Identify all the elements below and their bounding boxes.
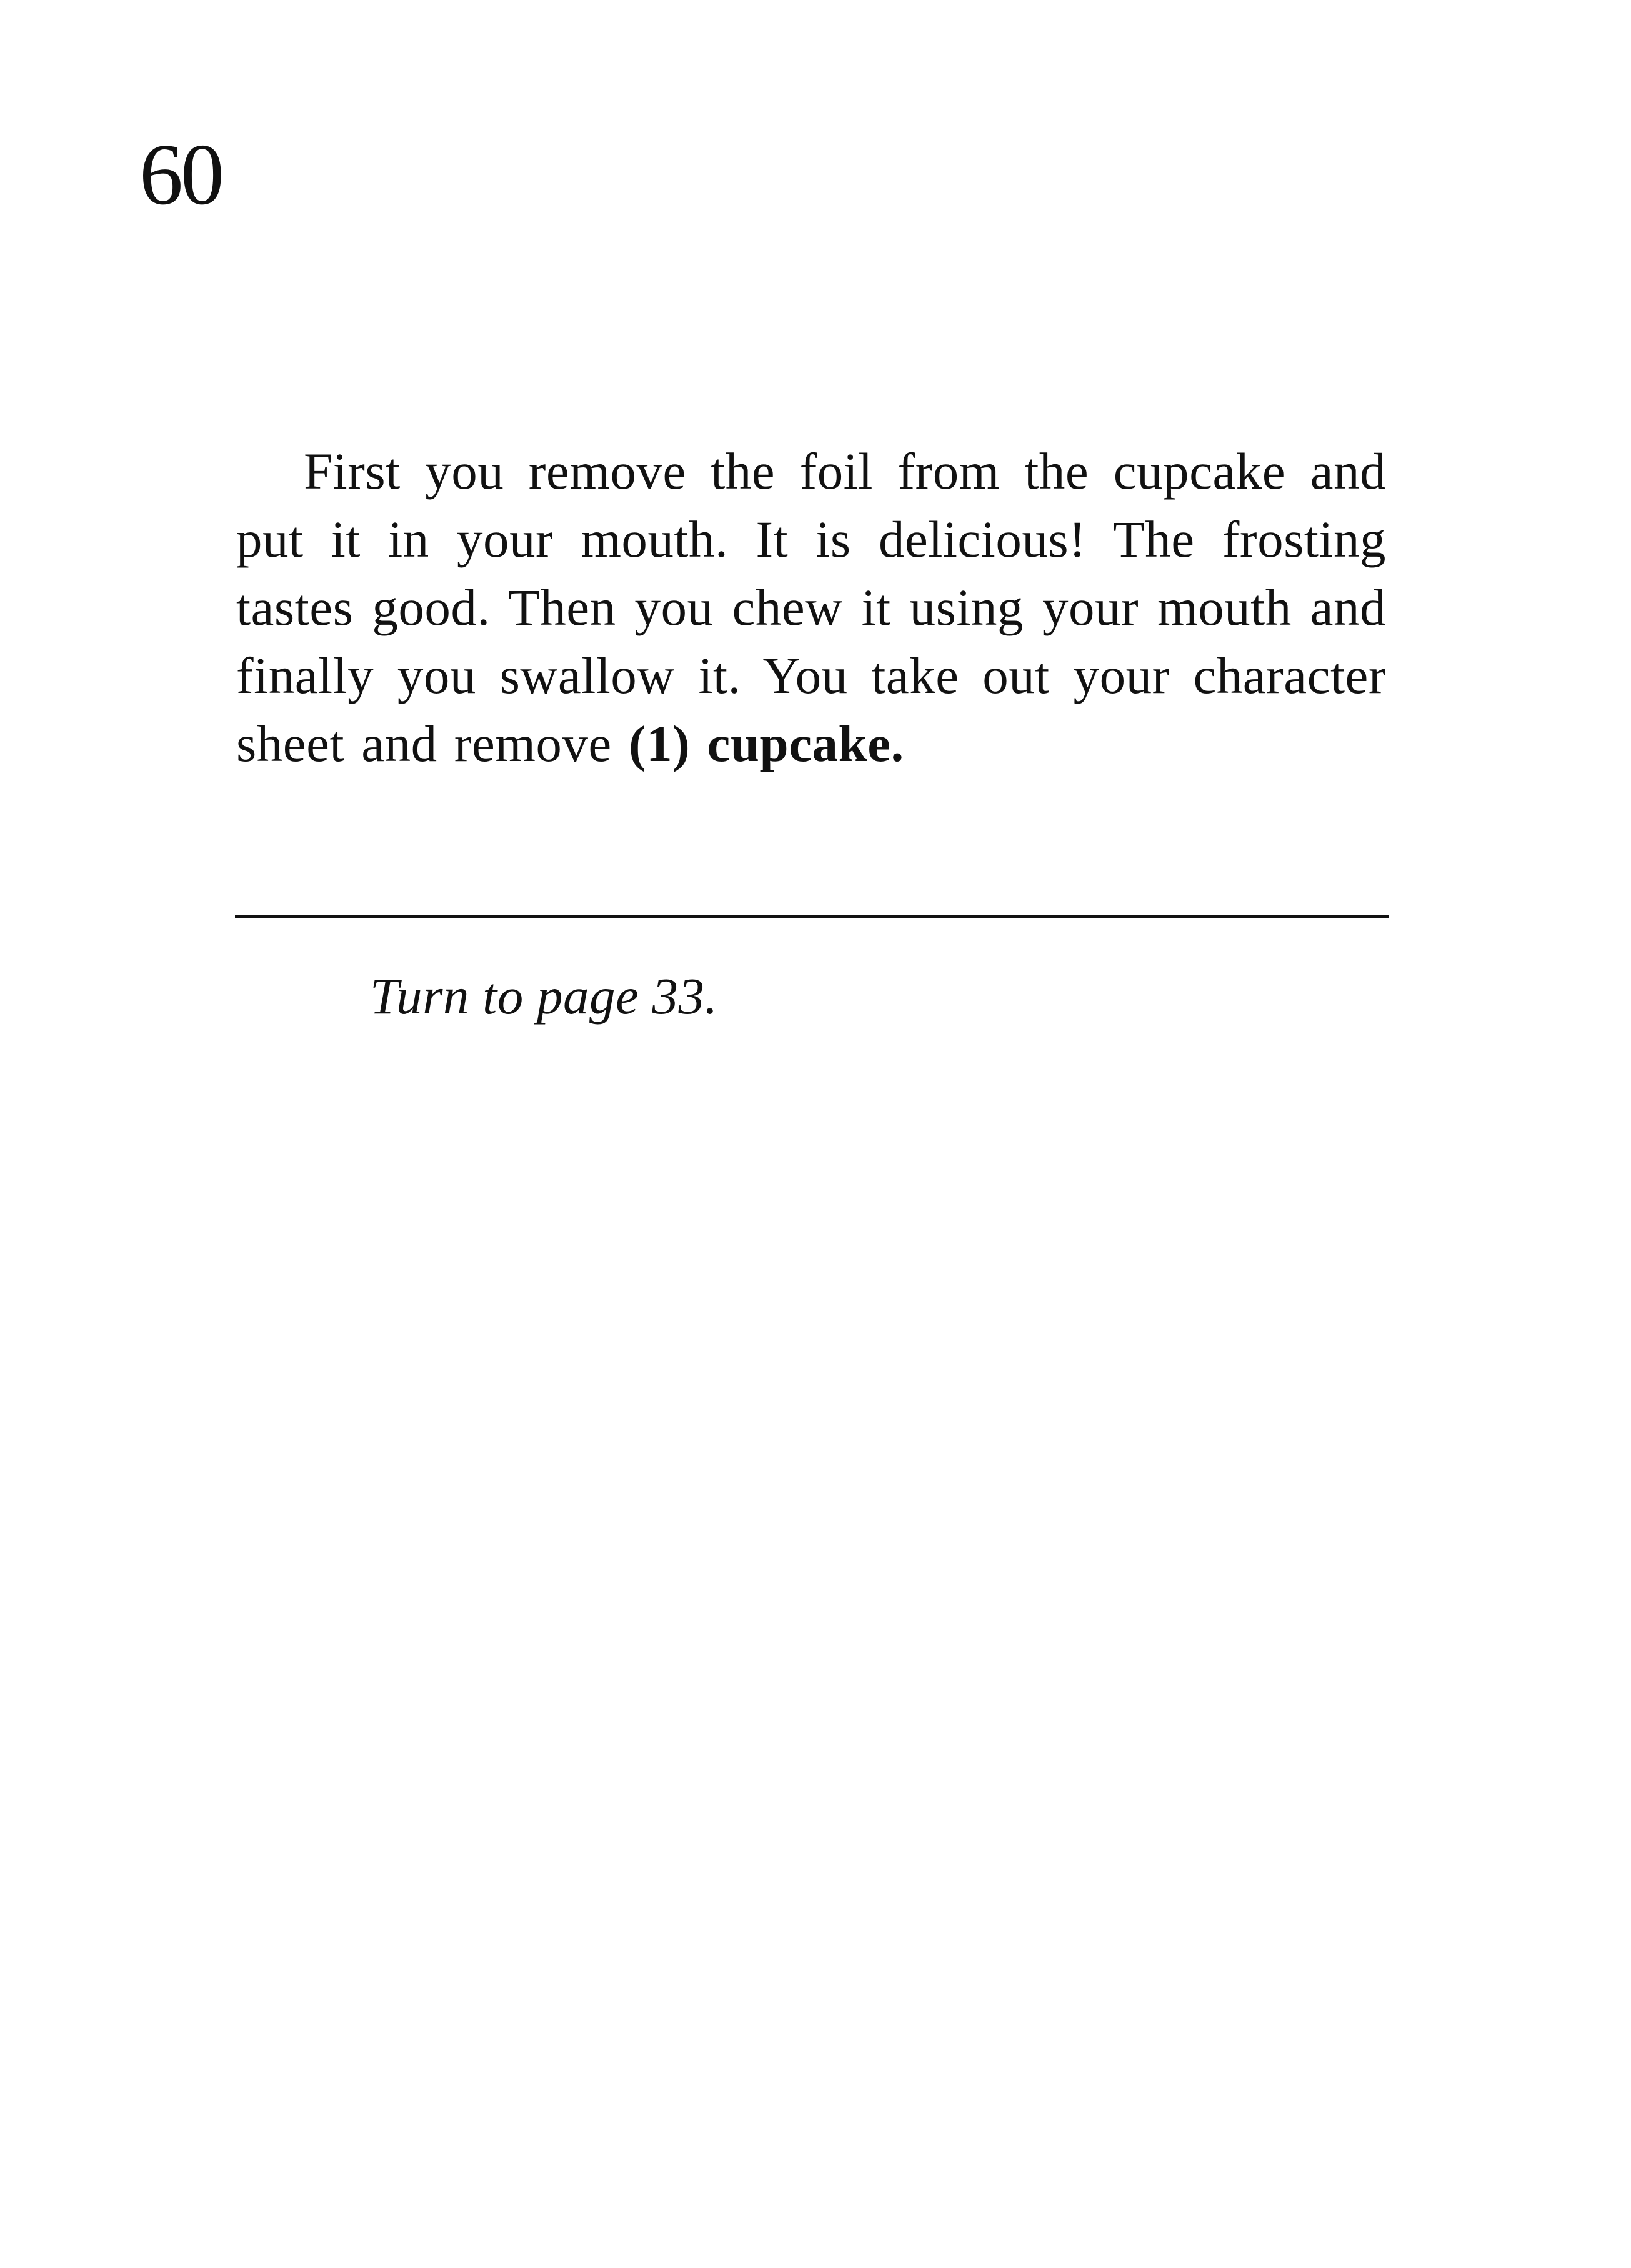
page-number: 60 [139,126,222,223]
turn-to-page-instruction: Turn to page 33. [370,967,718,1025]
story-paragraph [236,437,1386,778]
story-block [236,437,1386,778]
removed-item: (1) cupcake. [629,715,904,772]
section-divider [235,915,1389,918]
story-text: First you remove the foil from the cupcake and put it in your mouth. It is delicious! The frosting tastes good. Then you chew it using your mouth and finally you swallow it. You take out your character sheet and remove [236,442,1386,772]
